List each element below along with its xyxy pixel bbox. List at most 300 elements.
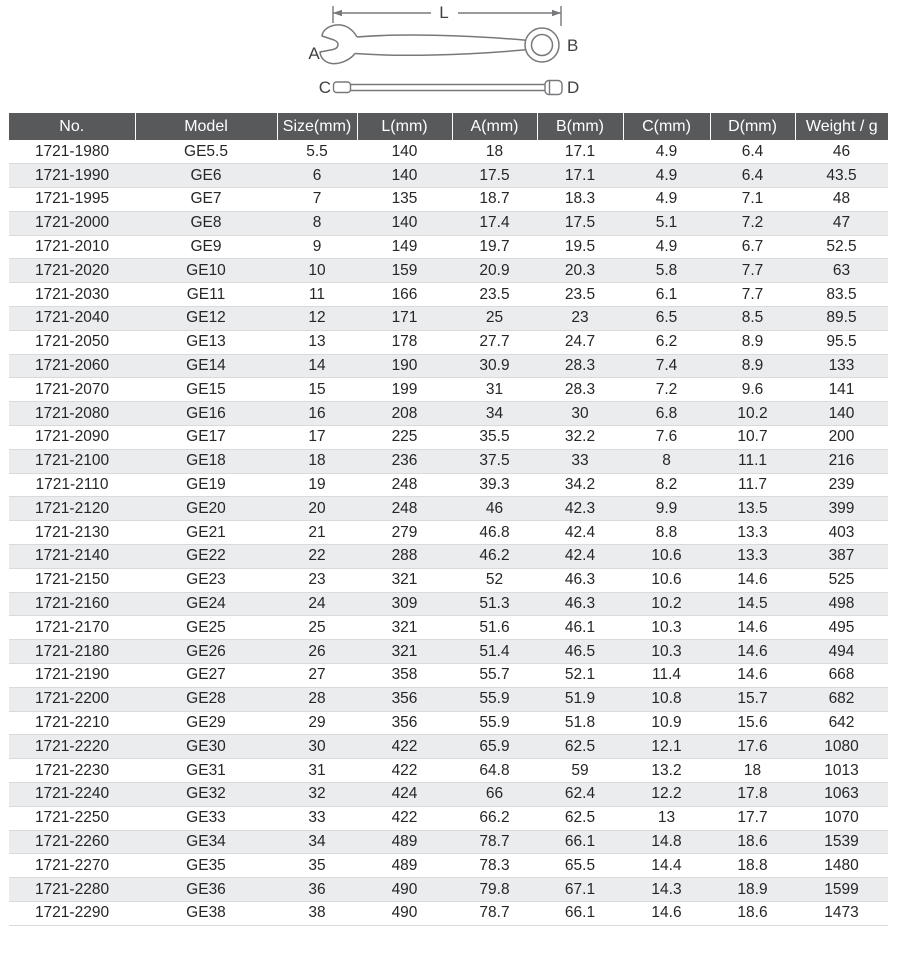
table-cell: 10.6 bbox=[623, 568, 710, 592]
table-cell: 30 bbox=[277, 735, 357, 759]
table-cell: 321 bbox=[357, 568, 452, 592]
table-cell: 34.2 bbox=[537, 473, 623, 497]
table-cell: 1480 bbox=[795, 854, 888, 878]
table-cell: 13 bbox=[277, 330, 357, 354]
table-cell: 10.8 bbox=[623, 687, 710, 711]
table-cell: 62.5 bbox=[537, 735, 623, 759]
table-cell: 12.1 bbox=[623, 735, 710, 759]
table-cell: 13.5 bbox=[710, 497, 795, 521]
table-cell: 17 bbox=[277, 426, 357, 450]
table-cell: GE18 bbox=[135, 449, 277, 473]
table-cell: 11.1 bbox=[710, 449, 795, 473]
table-row bbox=[9, 140, 888, 164]
table-cell: 31 bbox=[452, 378, 537, 402]
table-cell: 18.6 bbox=[710, 902, 795, 926]
table-cell: 1721-2040 bbox=[9, 307, 135, 331]
table-cell: 1721-2160 bbox=[9, 592, 135, 616]
table-row bbox=[9, 402, 888, 426]
table-cell: 356 bbox=[357, 711, 452, 735]
table-cell: 1721-2270 bbox=[9, 854, 135, 878]
table-cell: 32.2 bbox=[537, 426, 623, 450]
table-cell: 489 bbox=[357, 830, 452, 854]
table-row bbox=[9, 592, 888, 616]
wrench-top-view bbox=[320, 25, 559, 64]
table-cell: 46.1 bbox=[537, 616, 623, 640]
table-cell: 403 bbox=[795, 521, 888, 545]
table-cell: 11.7 bbox=[710, 473, 795, 497]
table-cell: 42.3 bbox=[537, 497, 623, 521]
header-cell: Weight / g bbox=[795, 113, 888, 140]
table-cell: 1721-2180 bbox=[9, 640, 135, 664]
table-cell: 1721-2150 bbox=[9, 568, 135, 592]
table-cell: 10.3 bbox=[623, 640, 710, 664]
handle-top-edge bbox=[357, 35, 526, 40]
table-cell: 35.5 bbox=[452, 426, 537, 450]
table-cell: 1721-2060 bbox=[9, 354, 135, 378]
table-cell: 17.6 bbox=[710, 735, 795, 759]
table-cell: 1721-2140 bbox=[9, 545, 135, 569]
table-cell: 7.6 bbox=[623, 426, 710, 450]
table-cell: 37.5 bbox=[452, 449, 537, 473]
table-cell: GE12 bbox=[135, 307, 277, 331]
spec-table-body bbox=[9, 140, 888, 925]
table-cell: 18 bbox=[710, 759, 795, 783]
table-cell: 7.4 bbox=[623, 354, 710, 378]
table-cell: 66.1 bbox=[537, 902, 623, 926]
table-cell: GE27 bbox=[135, 664, 277, 688]
table-cell: 422 bbox=[357, 735, 452, 759]
table-cell: 16 bbox=[277, 402, 357, 426]
table-cell: 6.4 bbox=[710, 140, 795, 164]
table-row bbox=[9, 188, 888, 212]
table-cell: GE25 bbox=[135, 616, 277, 640]
table-cell: 1473 bbox=[795, 902, 888, 926]
table-cell: 422 bbox=[357, 759, 452, 783]
side-open-end bbox=[334, 82, 351, 93]
table-cell: 20 bbox=[277, 497, 357, 521]
table-cell: 1063 bbox=[795, 783, 888, 807]
table-row bbox=[9, 759, 888, 783]
table-cell: 1721-2100 bbox=[9, 449, 135, 473]
table-cell: 1721-2070 bbox=[9, 378, 135, 402]
table-cell: 1721-2220 bbox=[9, 735, 135, 759]
table-cell: 78.3 bbox=[452, 854, 537, 878]
table-cell: 14.6 bbox=[710, 616, 795, 640]
table-cell: 498 bbox=[795, 592, 888, 616]
table-cell: 26 bbox=[277, 640, 357, 664]
table-cell: 178 bbox=[357, 330, 452, 354]
table-row bbox=[9, 830, 888, 854]
table-cell: 140 bbox=[357, 140, 452, 164]
table-cell: 14.8 bbox=[623, 830, 710, 854]
table-cell: 35 bbox=[277, 854, 357, 878]
table-header-row bbox=[9, 113, 888, 140]
table-cell: 4.9 bbox=[623, 140, 710, 164]
table-cell: 1721-2130 bbox=[9, 521, 135, 545]
table-cell: 46.2 bbox=[452, 545, 537, 569]
table-cell: 8.9 bbox=[710, 330, 795, 354]
table-row bbox=[9, 878, 888, 902]
table-cell: 525 bbox=[795, 568, 888, 592]
table-cell: 22 bbox=[277, 545, 357, 569]
table-cell: 52.1 bbox=[537, 664, 623, 688]
table-cell: 1599 bbox=[795, 878, 888, 902]
table-cell: 24 bbox=[277, 592, 357, 616]
table-row bbox=[9, 330, 888, 354]
header-cell: D(mm) bbox=[710, 113, 795, 140]
table-row bbox=[9, 521, 888, 545]
table-cell: 1721-2210 bbox=[9, 711, 135, 735]
table-cell: 10.9 bbox=[623, 711, 710, 735]
table-cell: 15 bbox=[277, 378, 357, 402]
table-cell: 399 bbox=[795, 497, 888, 521]
table-cell: GE16 bbox=[135, 402, 277, 426]
table-cell: 1013 bbox=[795, 759, 888, 783]
table-cell: 149 bbox=[357, 235, 452, 259]
table-cell: 51.9 bbox=[537, 687, 623, 711]
table-cell: 14.6 bbox=[623, 902, 710, 926]
table-cell: 19 bbox=[277, 473, 357, 497]
header-cell: L(mm) bbox=[357, 113, 452, 140]
table-cell: 11.4 bbox=[623, 664, 710, 688]
table-cell: 23 bbox=[277, 568, 357, 592]
table-cell: 64.8 bbox=[452, 759, 537, 783]
table-cell: 288 bbox=[357, 545, 452, 569]
table-cell: 141 bbox=[795, 378, 888, 402]
table-cell: 17.4 bbox=[452, 211, 537, 235]
table-cell: 67.1 bbox=[537, 878, 623, 902]
table-row bbox=[9, 711, 888, 735]
table-cell: 14 bbox=[277, 354, 357, 378]
table-cell: 66.1 bbox=[537, 830, 623, 854]
table-cell: 279 bbox=[357, 521, 452, 545]
table-cell: GE13 bbox=[135, 330, 277, 354]
table-cell: 38 bbox=[277, 902, 357, 926]
table-cell: 133 bbox=[795, 354, 888, 378]
header-cell: A(mm) bbox=[452, 113, 537, 140]
dim-label-c: C bbox=[318, 78, 331, 97]
table-row bbox=[9, 568, 888, 592]
table-cell: 1721-2050 bbox=[9, 330, 135, 354]
table-cell: 25 bbox=[277, 616, 357, 640]
table-cell: 135 bbox=[357, 188, 452, 212]
table-row bbox=[9, 545, 888, 569]
table-cell: 1070 bbox=[795, 806, 888, 830]
table-cell: 65.5 bbox=[537, 854, 623, 878]
table-row bbox=[9, 806, 888, 830]
table-cell: 36 bbox=[277, 878, 357, 902]
table-row bbox=[9, 735, 888, 759]
table-cell: 13 bbox=[623, 806, 710, 830]
table-cell: 422 bbox=[357, 806, 452, 830]
table-cell: GE8 bbox=[135, 211, 277, 235]
table-cell: 190 bbox=[357, 354, 452, 378]
table-cell: 18.7 bbox=[452, 188, 537, 212]
table-cell: GE28 bbox=[135, 687, 277, 711]
table-row bbox=[9, 902, 888, 926]
table-row bbox=[9, 616, 888, 640]
header-cell: No. bbox=[9, 113, 135, 140]
wrench-diagram bbox=[0, 0, 897, 113]
table-cell: 1721-2120 bbox=[9, 497, 135, 521]
table-cell: 356 bbox=[357, 687, 452, 711]
open-end-head bbox=[320, 25, 357, 64]
table-cell: 18.8 bbox=[710, 854, 795, 878]
table-cell: 47 bbox=[795, 211, 888, 235]
table-cell: 140 bbox=[357, 211, 452, 235]
table-cell: 140 bbox=[795, 402, 888, 426]
table-cell: 199 bbox=[357, 378, 452, 402]
table-cell: GE19 bbox=[135, 473, 277, 497]
table-cell: 20.3 bbox=[537, 259, 623, 283]
table-cell: 83.5 bbox=[795, 283, 888, 307]
table-cell: 171 bbox=[357, 307, 452, 331]
table-cell: 29 bbox=[277, 711, 357, 735]
table-cell: 200 bbox=[795, 426, 888, 450]
table-cell: 1721-1995 bbox=[9, 188, 135, 212]
table-cell: 59 bbox=[537, 759, 623, 783]
table-cell: 1080 bbox=[795, 735, 888, 759]
table-cell: 5.8 bbox=[623, 259, 710, 283]
header-cell: Size(mm) bbox=[277, 113, 357, 140]
table-cell: 10.2 bbox=[710, 402, 795, 426]
table-row bbox=[9, 497, 888, 521]
table-row bbox=[9, 283, 888, 307]
table-cell: 1721-2200 bbox=[9, 687, 135, 711]
table-cell: 6.8 bbox=[623, 402, 710, 426]
table-cell: 28.3 bbox=[537, 378, 623, 402]
table-cell: 18.3 bbox=[537, 188, 623, 212]
table-cell: 66.2 bbox=[452, 806, 537, 830]
table-cell: 46.3 bbox=[537, 592, 623, 616]
table-cell: 13.3 bbox=[710, 521, 795, 545]
table-cell: 642 bbox=[795, 711, 888, 735]
table-cell: 1721-2020 bbox=[9, 259, 135, 283]
table-cell: 1721-2030 bbox=[9, 283, 135, 307]
table-cell: 225 bbox=[357, 426, 452, 450]
table-cell: 46.8 bbox=[452, 521, 537, 545]
table-cell: 14.3 bbox=[623, 878, 710, 902]
table-row bbox=[9, 449, 888, 473]
table-cell: 78.7 bbox=[452, 830, 537, 854]
wrench-side-view bbox=[334, 81, 563, 95]
table-cell: 46.5 bbox=[537, 640, 623, 664]
table-cell: 51.4 bbox=[452, 640, 537, 664]
table-cell: 494 bbox=[795, 640, 888, 664]
table-cell: 489 bbox=[357, 854, 452, 878]
table-cell: GE7 bbox=[135, 188, 277, 212]
table-cell: 166 bbox=[357, 283, 452, 307]
table-cell: 216 bbox=[795, 449, 888, 473]
table-cell: 11 bbox=[277, 283, 357, 307]
table-cell: 28 bbox=[277, 687, 357, 711]
table-cell: 27 bbox=[277, 664, 357, 688]
table-cell: 7.2 bbox=[623, 378, 710, 402]
table-cell: GE14 bbox=[135, 354, 277, 378]
table-cell: 8.5 bbox=[710, 307, 795, 331]
table-cell: 10 bbox=[277, 259, 357, 283]
table-cell: 10.7 bbox=[710, 426, 795, 450]
table-cell: 17.7 bbox=[710, 806, 795, 830]
table-cell: 6.2 bbox=[623, 330, 710, 354]
table-cell: GE32 bbox=[135, 783, 277, 807]
header-cell: C(mm) bbox=[623, 113, 710, 140]
table-cell: 19.5 bbox=[537, 235, 623, 259]
table-cell: 7.7 bbox=[710, 259, 795, 283]
table-cell: GE26 bbox=[135, 640, 277, 664]
table-cell: GE6 bbox=[135, 164, 277, 188]
dim-label-d: D bbox=[567, 78, 580, 97]
table-cell: 6 bbox=[277, 164, 357, 188]
table-cell: GE30 bbox=[135, 735, 277, 759]
table-cell: 14.4 bbox=[623, 854, 710, 878]
ring-end-outer bbox=[525, 28, 559, 62]
table-row bbox=[9, 783, 888, 807]
table-cell: 6.1 bbox=[623, 283, 710, 307]
handle-bottom-edge bbox=[355, 50, 526, 55]
table-cell: 682 bbox=[795, 687, 888, 711]
table-cell: 46 bbox=[452, 497, 537, 521]
header-cell: B(mm) bbox=[537, 113, 623, 140]
ring-end-inner bbox=[532, 35, 553, 56]
table-cell: 248 bbox=[357, 497, 452, 521]
table-cell: 51.3 bbox=[452, 592, 537, 616]
table-cell: GE22 bbox=[135, 545, 277, 569]
table-row bbox=[9, 378, 888, 402]
table-cell: 62.5 bbox=[537, 806, 623, 830]
table-cell: 14.5 bbox=[710, 592, 795, 616]
table-cell: 52.5 bbox=[795, 235, 888, 259]
table-cell: 7.7 bbox=[710, 283, 795, 307]
table-cell: 42.4 bbox=[537, 521, 623, 545]
table-cell: GE11 bbox=[135, 283, 277, 307]
table-cell: 46.3 bbox=[537, 568, 623, 592]
table-row bbox=[9, 640, 888, 664]
table-row bbox=[9, 664, 888, 688]
table-cell: 1721-2250 bbox=[9, 806, 135, 830]
table-cell: 18 bbox=[277, 449, 357, 473]
table-cell: 13.2 bbox=[623, 759, 710, 783]
table-cell: 34 bbox=[277, 830, 357, 854]
table-cell: 1721-2260 bbox=[9, 830, 135, 854]
table-cell: GE10 bbox=[135, 259, 277, 283]
table-cell: 15.7 bbox=[710, 687, 795, 711]
table-cell: 7.1 bbox=[710, 188, 795, 212]
table-cell: GE33 bbox=[135, 806, 277, 830]
table-cell: 358 bbox=[357, 664, 452, 688]
table-cell: 9.9 bbox=[623, 497, 710, 521]
table-cell: 208 bbox=[357, 402, 452, 426]
side-ring-end bbox=[545, 81, 562, 95]
table-cell: 17.1 bbox=[537, 140, 623, 164]
table-cell: 7.2 bbox=[710, 211, 795, 235]
table-cell: 1721-2110 bbox=[9, 473, 135, 497]
table-cell: 33 bbox=[277, 806, 357, 830]
table-cell: 6.5 bbox=[623, 307, 710, 331]
table-cell: 8.2 bbox=[623, 473, 710, 497]
table-cell: 43.5 bbox=[795, 164, 888, 188]
table-cell: 19.7 bbox=[452, 235, 537, 259]
table-row bbox=[9, 354, 888, 378]
table-cell: 17.8 bbox=[710, 783, 795, 807]
table-cell: 24.7 bbox=[537, 330, 623, 354]
table-cell: 10.2 bbox=[623, 592, 710, 616]
table-cell: 1721-2170 bbox=[9, 616, 135, 640]
table-cell: GE38 bbox=[135, 902, 277, 926]
table-row bbox=[9, 473, 888, 497]
table-cell: 14.6 bbox=[710, 664, 795, 688]
table-cell: 321 bbox=[357, 616, 452, 640]
table-cell: 13.3 bbox=[710, 545, 795, 569]
table-cell: GE24 bbox=[135, 592, 277, 616]
table-cell: 8.8 bbox=[623, 521, 710, 545]
table-cell: 18.9 bbox=[710, 878, 795, 902]
table-cell: 490 bbox=[357, 878, 452, 902]
table-cell: 4.9 bbox=[623, 164, 710, 188]
table-cell: 5.1 bbox=[623, 211, 710, 235]
table-cell: 30.9 bbox=[452, 354, 537, 378]
table-row bbox=[9, 259, 888, 283]
table-cell: 51.8 bbox=[537, 711, 623, 735]
table-cell: 55.7 bbox=[452, 664, 537, 688]
table-cell: 1721-2290 bbox=[9, 902, 135, 926]
table-cell: 5.5 bbox=[277, 140, 357, 164]
table-cell: GE9 bbox=[135, 235, 277, 259]
table-cell: GE35 bbox=[135, 854, 277, 878]
table-cell: 25 bbox=[452, 307, 537, 331]
table-row bbox=[9, 307, 888, 331]
table-row bbox=[9, 687, 888, 711]
table-cell: 668 bbox=[795, 664, 888, 688]
table-cell: 490 bbox=[357, 902, 452, 926]
table-cell: 17.1 bbox=[537, 164, 623, 188]
table-cell: GE17 bbox=[135, 426, 277, 450]
table-cell: GE20 bbox=[135, 497, 277, 521]
table-cell: 23.5 bbox=[537, 283, 623, 307]
table-cell: 1721-2090 bbox=[9, 426, 135, 450]
table-cell: 89.5 bbox=[795, 307, 888, 331]
table-cell: 140 bbox=[357, 164, 452, 188]
table-cell: 1721-2000 bbox=[9, 211, 135, 235]
table-cell: GE15 bbox=[135, 378, 277, 402]
table-cell: 12 bbox=[277, 307, 357, 331]
table-cell: GE31 bbox=[135, 759, 277, 783]
table-cell: 21 bbox=[277, 521, 357, 545]
table-cell: 309 bbox=[357, 592, 452, 616]
table-cell: 17.5 bbox=[452, 164, 537, 188]
table-cell: 51.6 bbox=[452, 616, 537, 640]
table-cell: 31 bbox=[277, 759, 357, 783]
table-cell: 95.5 bbox=[795, 330, 888, 354]
table-cell: 23 bbox=[537, 307, 623, 331]
table-cell: 7 bbox=[277, 188, 357, 212]
table-cell: GE5.5 bbox=[135, 140, 277, 164]
table-cell: GE23 bbox=[135, 568, 277, 592]
table-cell: 495 bbox=[795, 616, 888, 640]
table-cell: 1721-2230 bbox=[9, 759, 135, 783]
table-cell: 4.9 bbox=[623, 235, 710, 259]
table-cell: 18 bbox=[452, 140, 537, 164]
table-cell: 9 bbox=[277, 235, 357, 259]
table-cell: 236 bbox=[357, 449, 452, 473]
table-cell: 23.5 bbox=[452, 283, 537, 307]
table-cell: 52 bbox=[452, 568, 537, 592]
table-cell: 48 bbox=[795, 188, 888, 212]
table-cell: 1721-2080 bbox=[9, 402, 135, 426]
table-row bbox=[9, 426, 888, 450]
table-cell: 14.6 bbox=[710, 568, 795, 592]
table-cell: 63 bbox=[795, 259, 888, 283]
